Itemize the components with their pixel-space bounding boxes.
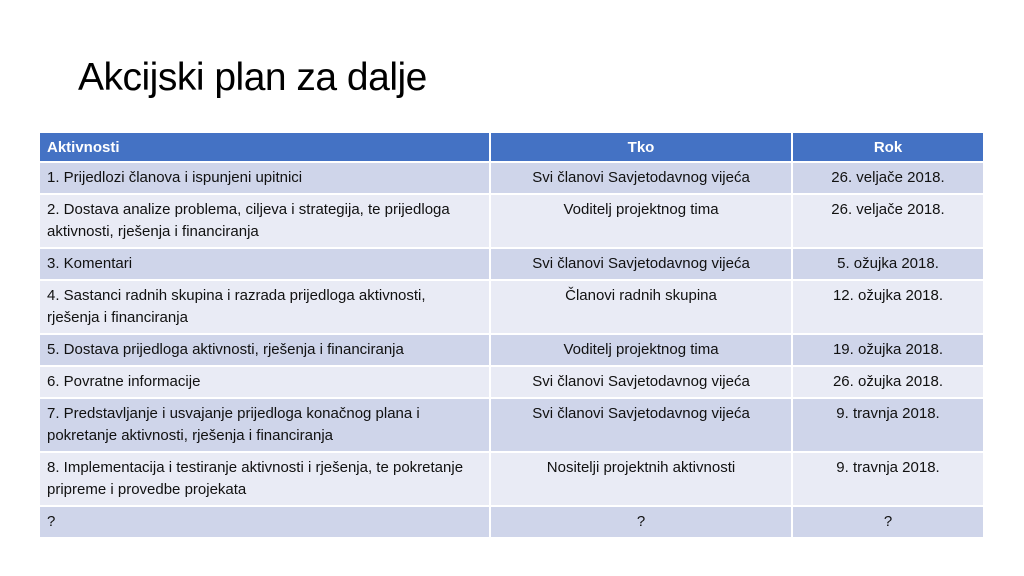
table-row	[40, 398, 984, 452]
header-aktivnosti: Aktivnosti	[40, 133, 490, 162]
deadline-cell: 12. ožujka 2018.	[792, 280, 984, 334]
activity-cell: ?	[40, 506, 490, 538]
table-row	[40, 248, 984, 280]
who-cell: Svi članovi Savjetodavnog vijeća	[490, 366, 792, 398]
who-cell: Svi članovi Savjetodavnog vijeća	[490, 162, 792, 194]
activity-cell: 7. Predstavljanje i usvajanje prijedloga konačnog plana i pokretanje aktivnosti, rješenja i financiranja	[40, 398, 490, 452]
activity-cell: 5. Dostava prijedloga aktivnosti, rješenja i financiranja	[40, 334, 490, 366]
activity-cell: 4. Sastanci radnih skupina i razrada prijedloga aktivnosti, rješenja i financiranja	[40, 280, 490, 334]
who-cell: ?	[490, 506, 792, 538]
table-row	[40, 506, 984, 538]
deadline-cell: 26. veljače 2018.	[792, 194, 984, 248]
table-row	[40, 194, 984, 248]
who-cell: Svi članovi Savjetodavnog vijeća	[490, 398, 792, 452]
table-row	[40, 366, 984, 398]
who-cell: Članovi radnih skupina	[490, 280, 792, 334]
deadline-cell: 19. ožujka 2018.	[792, 334, 984, 366]
table-row	[40, 452, 984, 506]
deadline-cell: 26. ožujka 2018.	[792, 366, 984, 398]
who-cell: Voditelj projektnog tima	[490, 334, 792, 366]
header-rok: Rok	[792, 133, 984, 162]
table-header-row	[40, 133, 984, 162]
who-cell: Nositelji projektnih aktivnosti	[490, 452, 792, 506]
activity-cell: 3. Komentari	[40, 248, 490, 280]
slide-title: Akcijski plan za dalje	[78, 56, 427, 99]
activity-cell: 8. Implementacija i testiranje aktivnosti i rješenja, te pokretanje pripreme i provedbe projekata	[40, 452, 490, 506]
header-tko: Tko	[490, 133, 792, 162]
table-row	[40, 334, 984, 366]
deadline-cell: 9. travnja 2018.	[792, 398, 984, 452]
activity-cell: 6. Povratne informacije	[40, 366, 490, 398]
activity-cell: 2. Dostava analize problema, ciljeva i strategija, te prijedloga aktivnosti, rješenja i financiranja	[40, 194, 490, 248]
who-cell: Voditelj projektnog tima	[490, 194, 792, 248]
deadline-cell: ?	[792, 506, 984, 538]
deadline-cell: 9. travnja 2018.	[792, 452, 984, 506]
deadline-cell: 5. ožujka 2018.	[792, 248, 984, 280]
action-plan-table	[40, 133, 985, 539]
deadline-cell: 26. veljače 2018.	[792, 162, 984, 194]
table-row	[40, 162, 984, 194]
table-row	[40, 280, 984, 334]
who-cell: Svi članovi Savjetodavnog vijeća	[490, 248, 792, 280]
activity-cell: 1. Prijedlozi članova i ispunjeni upitnici	[40, 162, 490, 194]
